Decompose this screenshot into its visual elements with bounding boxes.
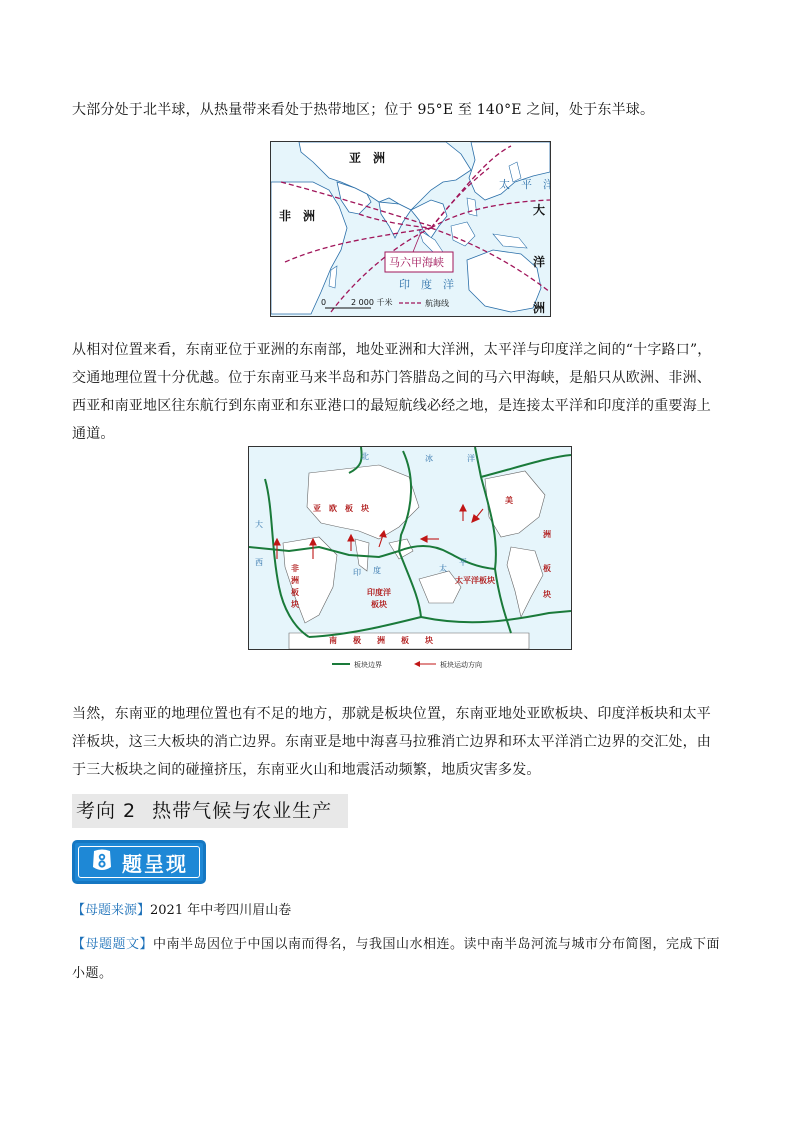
legend-direction-label: 板块运动方向 — [440, 661, 482, 669]
paragraph-relative-location: 从相对位置来看，东南亚位于亚洲的东南部，地处亚洲和大洋洲，太平洋与印度洋之间的“十字路口”，交通地理位置十分优越。位于东南亚马来半岛和苏门答腊岛之间的马六甲海峡，是船只从欧洲、非洲、西亚和南亚地区往东航行到东南亚和东亚港口的最短航线必经之地，是连接太平洋和印度洋的重要海上通道。 — [72, 342, 712, 442]
label-oceania-3: 洲 — [533, 301, 546, 315]
label-tai: 太 — [439, 564, 447, 573]
label-oceania-2: 洋 — [533, 255, 546, 269]
question-value: 中南半岛因位于中国以南而得名，与我国山水相连。读中南半岛河流与城市分布简图，完成下面小题。 — [72, 937, 721, 981]
section-title: 热带气候与农业生产 — [152, 800, 333, 822]
plate-map-svg — [249, 447, 571, 649]
route-legend-label: 航海线 — [425, 299, 449, 308]
label-african-2: 洲 — [291, 576, 299, 585]
badge-inner — [78, 846, 200, 878]
label-african-4: 块 — [291, 600, 299, 609]
label-asia: 亚 洲 — [349, 151, 386, 165]
land-borneo — [451, 222, 475, 246]
land-newguinea — [493, 234, 527, 248]
label-american-3: 板 — [543, 564, 551, 573]
continents — [283, 465, 545, 649]
question-source — [72, 899, 291, 923]
plate-map-frame — [248, 446, 572, 650]
label-da: 大 — [255, 520, 263, 529]
label-strait: 马六甲海峡 — [389, 256, 444, 269]
label-american-2: 洲 — [543, 530, 551, 539]
question-badge — [72, 840, 206, 884]
label-ping: 平 — [459, 558, 467, 567]
malacca-route-map — [270, 141, 551, 317]
label-american-4: 块 — [543, 590, 551, 599]
label-african-1: 非 — [291, 564, 299, 573]
land-philippines — [467, 198, 477, 216]
scale-zero: 0 — [321, 298, 327, 307]
source-label: 【母题来源】 — [72, 903, 151, 918]
land-africa — [271, 182, 347, 314]
label-antarctic-plate: 南 极 洲 板 块 — [329, 636, 433, 645]
plate-tectonics-map — [248, 446, 572, 678]
plate-map-legend — [248, 650, 570, 678]
label-indian-ocean: 印 度 洋 — [399, 278, 454, 291]
legend-arrow-head — [414, 661, 420, 667]
section-number: 考向 2 — [76, 800, 137, 822]
malacca-map-svg — [271, 142, 550, 316]
paragraph-plate-position: 当然，东南亚的地理位置也有不足的地方，那就是板块位置，东南亚地处亚欧板块、印度洋板块和太平洋板块，这三大板块的消亡边界。东南亚是地中海喜马拉雅消亡边界和环太平洋消亡边界的交汇处，由于三大板块之间的碰撞挤压，东南亚火山和地震活动频繁，地质灾害多发。 — [72, 706, 711, 778]
label-oceania-1: 大 — [533, 203, 546, 217]
legend-boundary-label: 板块边界 — [354, 661, 382, 669]
label-bing: 冰 — [425, 454, 433, 463]
label-du: 度 — [373, 566, 381, 575]
question-text — [72, 930, 722, 988]
source-value: 2021 年中考四川眉山卷 — [150, 903, 292, 918]
badge-number-icon — [90, 849, 114, 875]
label-pacific: 太 平 洋 — [499, 178, 550, 191]
section-heading — [72, 794, 348, 828]
label-yang: 洋 — [467, 454, 475, 463]
badge-label: 题呈现 — [122, 851, 188, 876]
label-north: 北 — [361, 452, 369, 461]
question-label: 【母题题文】 — [72, 937, 154, 952]
label-african-3: 板 — [291, 588, 299, 597]
paragraph-location: 大部分处于北半球，从热量带来看处于热带地区；位于 95°E 至 140°E 之间，处于东半球。 — [72, 102, 655, 118]
label-pacific-plate: 太平洋板块 — [455, 576, 495, 585]
label-eurasian-plate: 亚 欧 板 块 — [313, 504, 369, 513]
label-american-1: 美 — [505, 496, 513, 505]
label-xi: 西 — [255, 558, 263, 567]
land-australia — [467, 250, 541, 312]
land-asia-east — [469, 142, 550, 200]
label-indian-plate-1: 印度洋 — [367, 588, 391, 597]
label-africa: 非 洲 — [279, 209, 316, 223]
label-indian-plate-2: 板块 — [371, 600, 387, 609]
land-india — [379, 202, 411, 238]
label-yin: 印 — [353, 568, 361, 577]
scale-distance: 2 000 千米 — [351, 298, 393, 307]
